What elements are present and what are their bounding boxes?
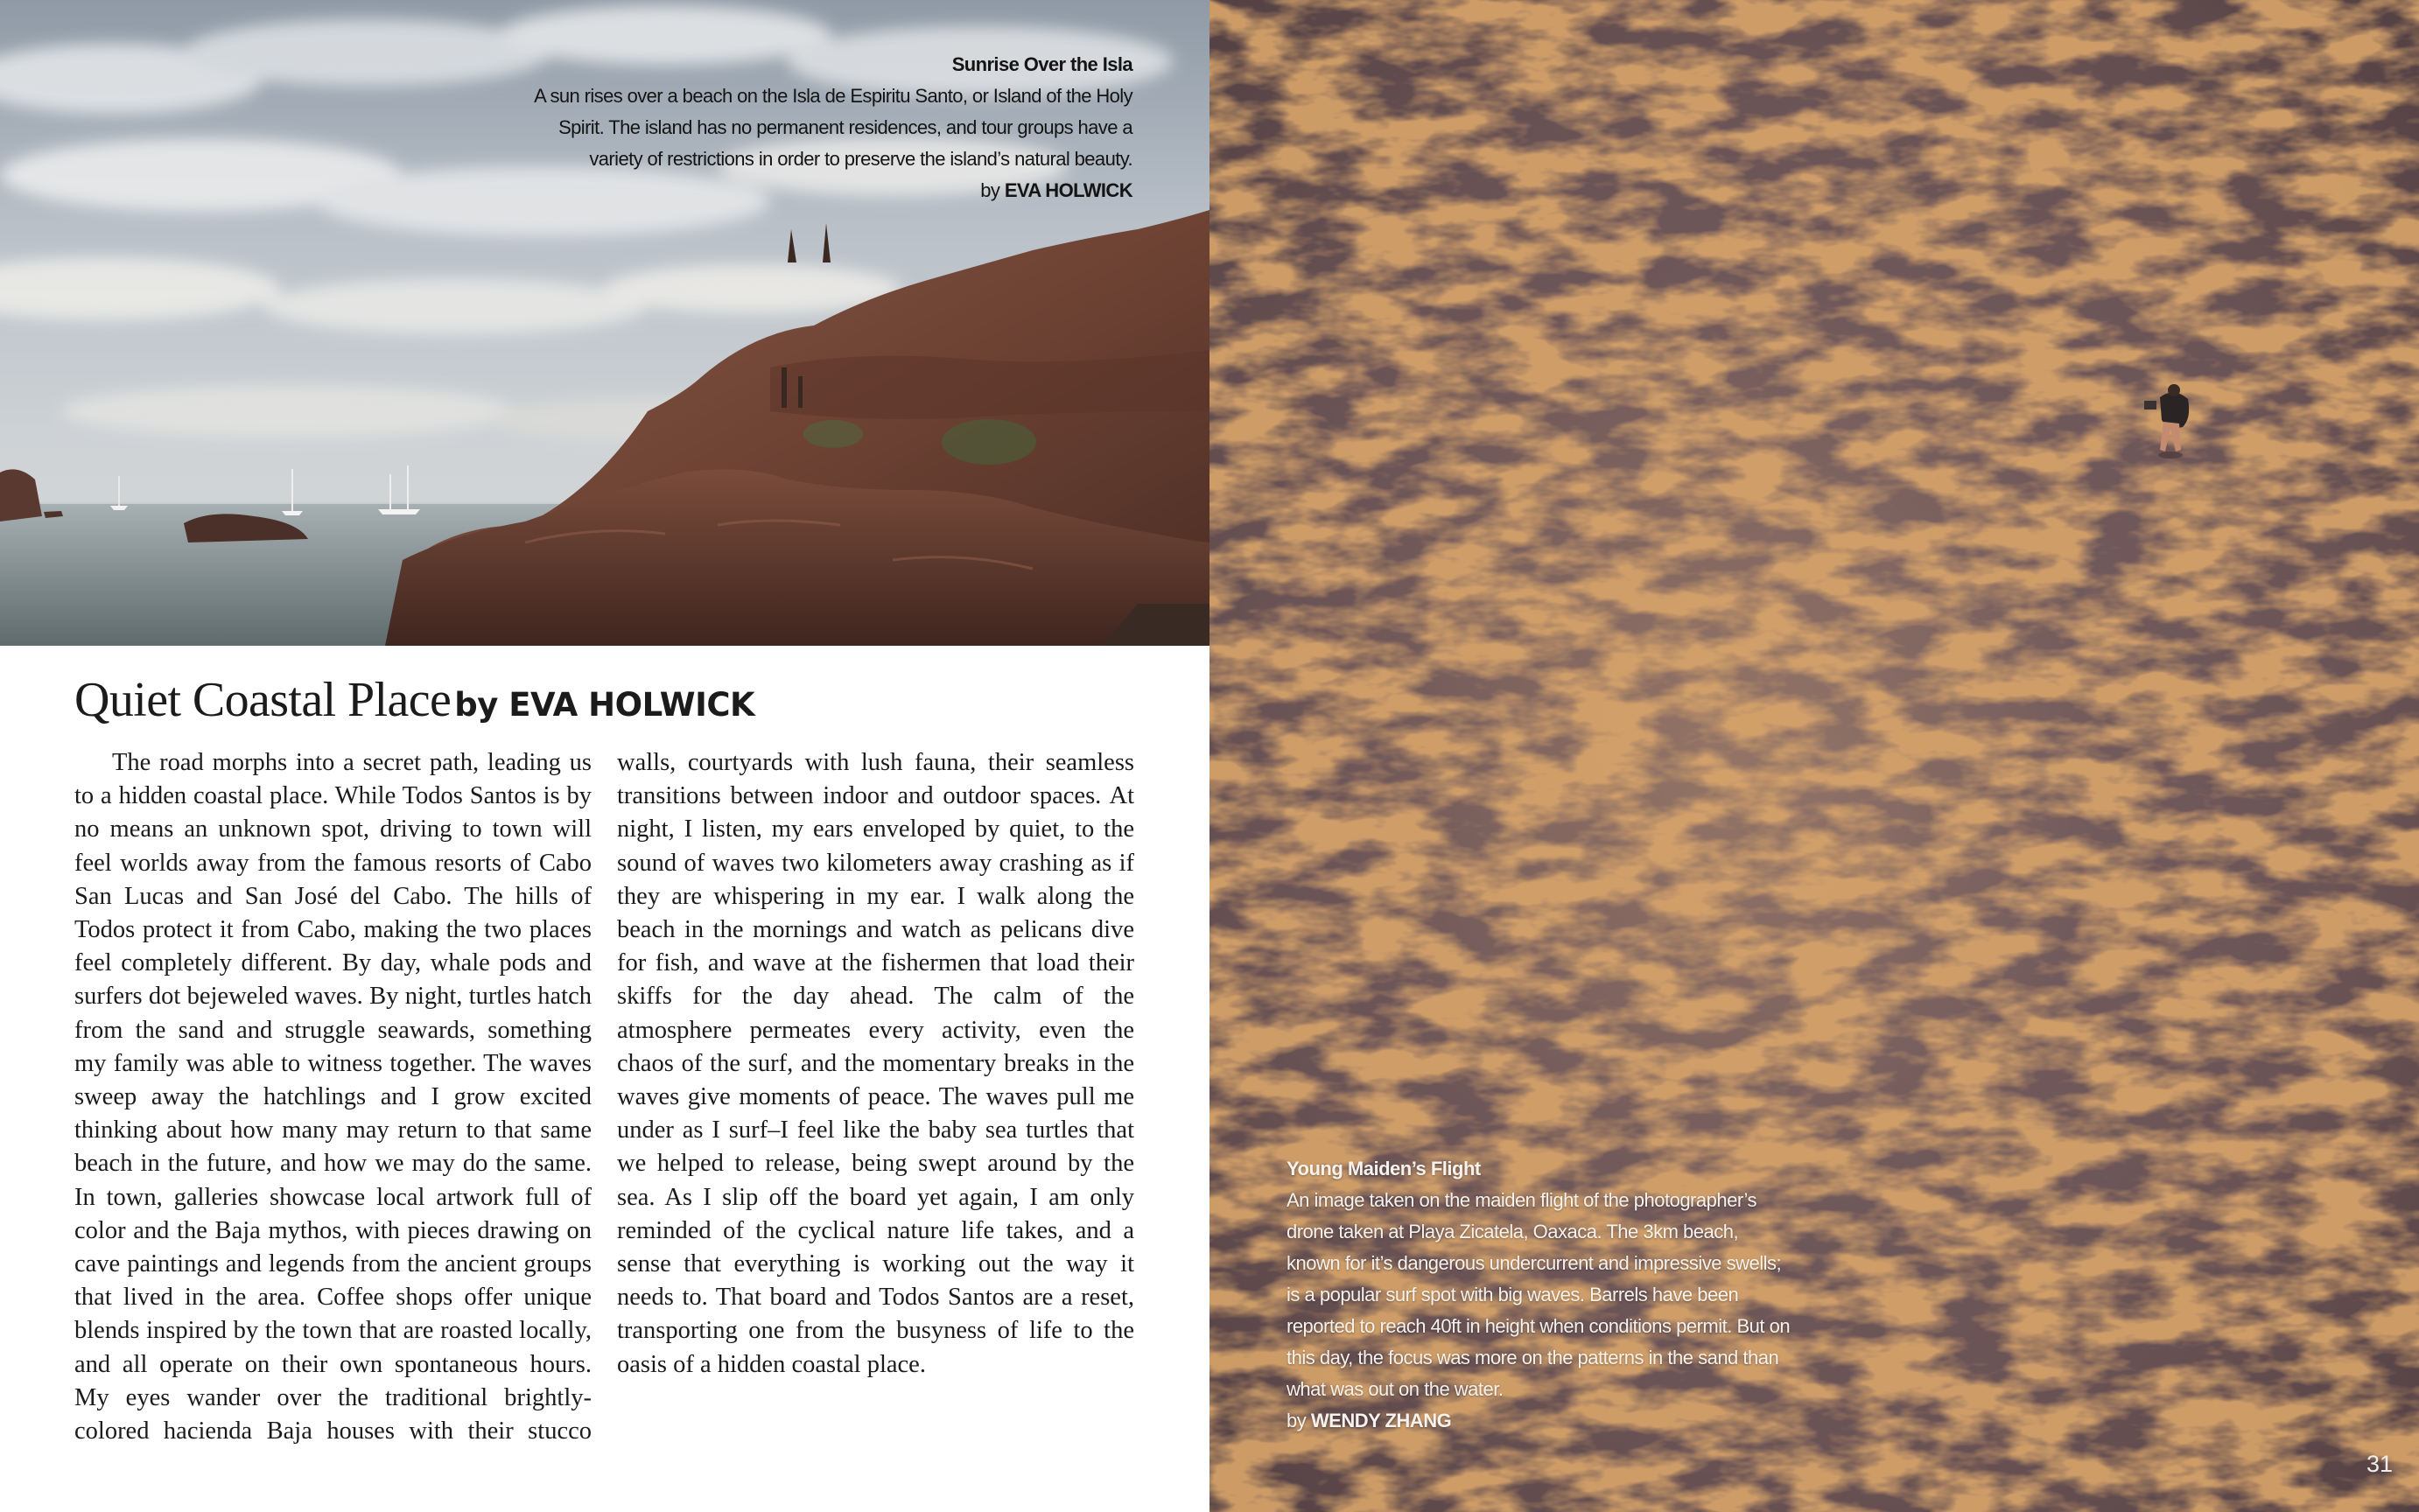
- caption-text: A sun rises over a beach on the Isla de Espiritu Santo, or Island of the Holy Spirit. The island has no permanent residences, and tour groups have a variety of restrictions in order to preserve the island’s natural beauty.: [534, 85, 1132, 170]
- caption-byline-name: EVA HOLWICK: [1004, 179, 1132, 201]
- caption-title: Young Maiden’s Flight: [1287, 1158, 1481, 1180]
- page-number: 31: [2366, 1451, 2393, 1477]
- article-title: Quiet Coastal Place: [74, 673, 452, 727]
- caption-byline-prefix: by: [980, 179, 1000, 201]
- caption-byline-prefix: by: [1287, 1410, 1307, 1432]
- caption-text: An image taken on the maiden flight of the photographer’s drone taken at Playa Zicatela, Oaxaca. The 3km beach, known for it’s dangerous undercurrent and impressive swells; is a popular surf spot with big waves. Barrels have been reported to reach 40ft in height when conditions permit. But on this day, the focus was more on the patterns in the sand than what was out on the water.: [1287, 1189, 1791, 1400]
- caption-title: Sunrise Over the Isla: [951, 53, 1132, 75]
- article-paragraph: The road morphs into a secret path, leading us to a hidden coastal place. While Todos Santos is by no means an unknown spot, driving to town will feel worlds away from the famous resorts of Cabo San Lucas and San José del Cabo. The hills of Todos protect it from Cabo, making the two places feel completely different. By day, whale pods and surfers dot bejeweled waves. By night, turtles hatch from the sand and struggle seawards, something my family was able to witness together. The waves sweep away the hatchlings and I grow excited thinking about how many may return to that same beach in the future, and how we may do the same. In town, galleries showcase local artwork full of color and the Baja mythos, with pieces drawing on cave paintings and legends from the ancient groups that lived in the area. Coffee shops offer unique blends inspired by the town that are roasted locally, and all operate on their own spontaneous hours. My eyes wander over the traditional brightly-colored hacienda Baja houses with their stucco walls, courtyards with lush fauna, their seamless transitions between indoor and outdoor spaces. At night, I listen, my ears enveloped by quiet, to the sound of waves two kilometers away crashing as if they are whispering in my ear. I walk along the beach in the mornings and watch as pelicans dive for fish, and wave at the fishermen that load their skiffs for the day ahead. The calm of the atmosphere permeates every activity, even the chaos of the surf, and the momentary breaks in the waves give moments of peace. The waves pull me under as I surf–I feel like the baby sea turtles that we helped to release, being swept around by the sea. As I slip off the board yet again, I am only reminded of the cyclical nature life takes, and a sense that everything is working out the way it needs to. That board and Todos Santos are a reset, transporting one from the busyness of life to the oasis of a hidden coastal place.: [74, 749, 1134, 1446]
- photo-caption-flight: [1287, 1153, 1794, 1437]
- article-body: [74, 746, 1134, 1464]
- caption-byline-name: WENDY ZHANG: [1310, 1410, 1452, 1432]
- caption-byline: [1287, 1405, 1794, 1437]
- article-byline: by EVA HOLWICK: [454, 686, 755, 724]
- photo-caption-isla: [520, 49, 1132, 206]
- article-header: [74, 672, 754, 728]
- right-page: [1210, 0, 2419, 1512]
- caption-byline: [520, 175, 1132, 206]
